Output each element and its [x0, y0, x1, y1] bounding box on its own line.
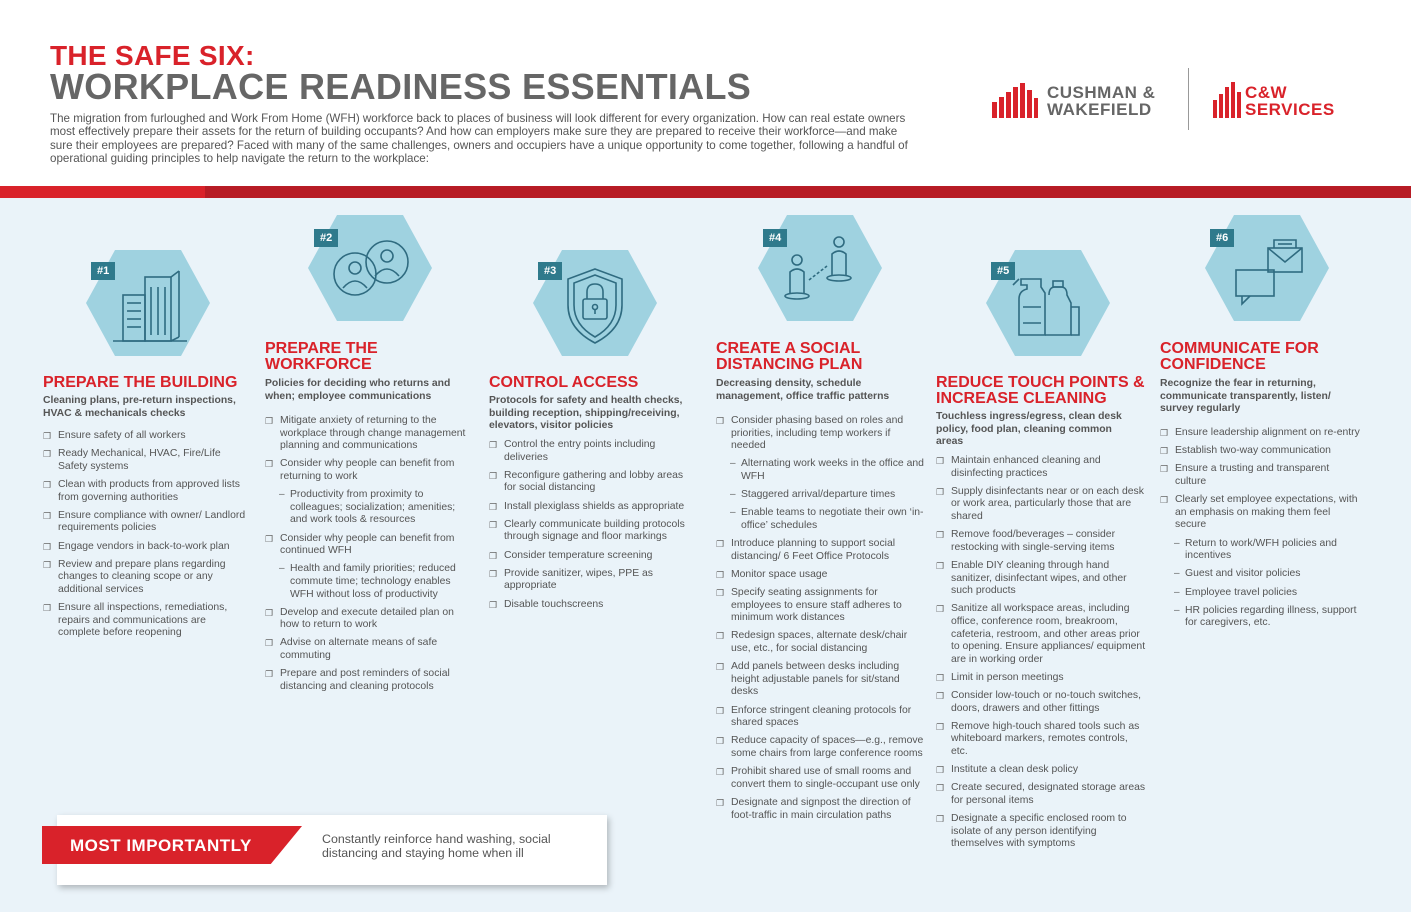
column-subtitle: Recognize the fear in returning, communicate transparently, listen/ survey regularly [1160, 378, 1331, 415]
title-line1: THE SAFE SIX: [50, 40, 255, 71]
header-band-accent [0, 186, 205, 198]
list-item: ❐ Clean with products from approved lists from governing authorities [43, 479, 248, 504]
list-item: ❐ Clearly communicate building protocols through signage and floor markings [489, 519, 694, 544]
sub-list-item: – Employee travel policies [1160, 587, 1360, 600]
column-subtitle: Touchless ingress/egress, clean desk policy, food plan, cleaning common areas [936, 411, 1122, 448]
sub-list-item: – Return to work/WFH policies and incentives [1160, 538, 1360, 563]
sub-list-item: – Staggered arrival/departure times [716, 489, 926, 502]
list-item: ❐ Disable touchscreens [489, 599, 694, 612]
list-item: ❐ Consider why people can benefit from continued WFH [265, 533, 475, 558]
list-item: ❐ Clearly set employee expectations, with an emphasis on making them feel secure [1160, 494, 1360, 532]
list-item: ❐ Ensure all inspections, remediations, repairs and communications are complete before reopening [43, 602, 248, 640]
column-title: COMMUNICATE FOR CONFIDENCE [1160, 340, 1319, 373]
cw-logo-line1: CUSHMAN & [1047, 83, 1156, 102]
header-band [0, 186, 1411, 198]
list-item: ❐ Ensure compliance with owner/ Landlord requirements policies [43, 510, 248, 535]
header [0, 0, 1411, 188]
column-title: PREPARE THE BUILDING [43, 374, 238, 391]
list-item: ❐ Develop and execute detailed plan on how to return to work [265, 607, 475, 632]
list-item: ❐ Introduce planning to support social distancing/ 6 Feet Office Protocols [716, 538, 926, 563]
column-subtitle: Policies for deciding who returns and when; employee communications [265, 378, 451, 402]
column-subtitle: Decreasing density, schedule management, office traffic patterns [716, 378, 890, 402]
most-importantly-text: Constantly reinforce hand washing, social distancing and staying home when ill [322, 832, 551, 861]
list-item: ❐ Reduce capacity of spaces—e.g., remove some chairs from large conference rooms [716, 735, 926, 760]
list-item: ❐ Supply disinfectants near or on each desk or work area, particularly those that are shared [936, 486, 1146, 524]
title-line2: WORKPLACE READINESS ESSENTIALS [50, 66, 752, 107]
column-title: CONTROL ACCESS [489, 374, 639, 391]
cushman-wakefield-logo [990, 80, 1170, 120]
column-title: REDUCE TOUCH POINTS & INCREASE CLEANING [936, 374, 1145, 407]
list-item: ❐ Reconfigure gathering and lobby areas for social distancing [489, 470, 694, 495]
column-items [936, 455, 1146, 857]
column-title: PREPARE THE WORKFORCE [265, 340, 378, 373]
sub-list-item: – Productivity from proximity to colleagues; socialization; amenities; and work tools & resources [265, 489, 475, 527]
cw-services-bars-icon [1212, 80, 1242, 120]
column-items [489, 439, 694, 617]
list-item: ❐ Sanitize all workspace areas, including office, conference room, breakroom, cafeteria, restroom, and other areas prior to opening. Ensure appliances/ equipment are in working order [936, 603, 1146, 666]
badge-5: #5 [991, 262, 1015, 280]
list-item: ❐ Provide sanitizer, wipes, PPE as appropriate [489, 568, 694, 593]
list-item: ❐ Consider why people can benefit from returning to work [265, 458, 475, 483]
logo-divider [1188, 68, 1189, 130]
cw-services-logo [1212, 80, 1362, 120]
list-item: ❐ Add panels between desks including height adjustable panels for sit/stand desks [716, 661, 926, 699]
list-item: ❐ Consider low-touch or no-touch switches, doors, drawers and other fittings [936, 690, 1146, 715]
column-items [43, 430, 248, 645]
list-item: ❐ Ready Mechanical, HVAC, Fire/Life Safety systems [43, 448, 248, 473]
sub-list-item: – Guest and visitor policies [1160, 568, 1360, 581]
list-item: ❐ Ensure safety of all workers [43, 430, 248, 443]
column-items [716, 415, 926, 828]
badge-1: #1 [91, 262, 115, 280]
list-item: ❐ Prepare and post reminders of social distancing and cleaning protocols [265, 668, 475, 693]
list-item: ❐ Institute a clean desk policy [936, 764, 1146, 777]
list-item: ❐ Enforce stringent cleaning protocols for shared spaces [716, 705, 926, 730]
list-item: ❐ Review and prepare plans regarding changes to cleaning scope or any additional services [43, 559, 248, 597]
sub-list-item: – Alternating work weeks in the office and WFH [716, 458, 926, 483]
list-item: ❐ Establish two-way communication [1160, 445, 1360, 458]
list-item: ❐ Maintain enhanced cleaning and disinfecting practices [936, 455, 1146, 480]
sub-list-item: – Enable teams to negotiate their own ‘in-office’ schedules [716, 507, 926, 532]
list-item: ❐ Ensure leadership alignment on re-entry [1160, 427, 1360, 440]
badge-6: #6 [1210, 229, 1234, 247]
list-item: ❐ Designate and signpost the direction of foot-traffic in main circulation paths [716, 797, 926, 822]
list-item: ❐ Ensure a trusting and transparent culture [1160, 463, 1360, 488]
list-item: ❐ Remove high-touch shared tools such as whiteboard markers, remotes controls, etc. [936, 721, 1146, 759]
list-item: ❐ Control the entry points including deliveries [489, 439, 694, 464]
list-item: ❐ Limit in person meetings [936, 672, 1146, 685]
list-item: ❐ Install plexiglass shields as appropriate [489, 501, 694, 514]
cw-services-line1: C&W [1245, 83, 1288, 102]
list-item: ❐ Monitor space usage [716, 569, 926, 582]
cw-logo-bars-icon [990, 80, 1040, 120]
badge-4: #4 [763, 229, 787, 247]
list-item: ❐ Create secured, designated storage areas for personal items [936, 782, 1146, 807]
column-subtitle: Cleaning plans, pre-return inspections, HVAC & mechanicals checks [43, 395, 236, 419]
badge-3: #3 [538, 262, 562, 280]
list-item: ❐ Enable DIY cleaning through hand sanitizer, disinfectant wipes, and other such products [936, 560, 1146, 598]
cw-logo-line2: WAKEFIELD [1047, 100, 1152, 119]
list-item: ❐ Consider phasing based on roles and priorities, including temp workers if needed [716, 415, 926, 453]
column-subtitle: Protocols for safety and health checks, building reception, shipping/receiving, elevators, visitor policies [489, 395, 683, 432]
list-item: ❐ Remove food/beverages – consider restocking with single-serving items [936, 529, 1146, 554]
column-items [265, 415, 475, 699]
list-item: ❐ Engage vendors in back-to-work plan [43, 541, 248, 554]
sub-list-item: – Health and family priorities; reduced commute time; technology enables WFH without loss of productivity [265, 563, 475, 601]
list-item: ❐ Mitigate anxiety of returning to the workplace through change management planning and communications [265, 415, 475, 453]
cw-services-line2: SERVICES [1245, 100, 1335, 119]
most-importantly-label: MOST IMPORTANTLY [70, 836, 252, 855]
list-item: ❐ Prohibit shared use of small rooms and convert them to single-occupant use only [716, 766, 926, 791]
list-item: ❐ Designate a specific enclosed room to isolate of any person identifying themselves with symptoms [936, 813, 1146, 851]
column-items [1160, 427, 1360, 635]
badge-2: #2 [314, 229, 338, 247]
intro-paragraph: The migration from furloughed and Work From Home (WFH) workforce back to places of business will look different for every organization. How can real estate owners most effectively prepare their assets for the return of building occupants? And how can employers make sure they are prepared to receive their workforce—and make sure their employees are prepared? Faced with many of the same challenges, owners and occupiers have a unique opportunity to come together, following a handful of operational guiding principles to help navigate the return to the workplace: [50, 112, 908, 166]
list-item: ❐ Consider temperature screening [489, 550, 694, 563]
list-item: ❐ Advise on alternate means of safe commuting [265, 637, 475, 662]
list-item: ❐ Specify seating assignments for employees to ensure staff adheres to minimum work distances [716, 587, 926, 625]
list-item: ❐ Redesign spaces, alternate desk/chair use, etc., for social distancing [716, 630, 926, 655]
column-title: CREATE A SOCIAL DISTANCING PLAN [716, 340, 863, 373]
sub-list-item: – HR policies regarding illness, support for caregivers, etc. [1160, 605, 1360, 630]
